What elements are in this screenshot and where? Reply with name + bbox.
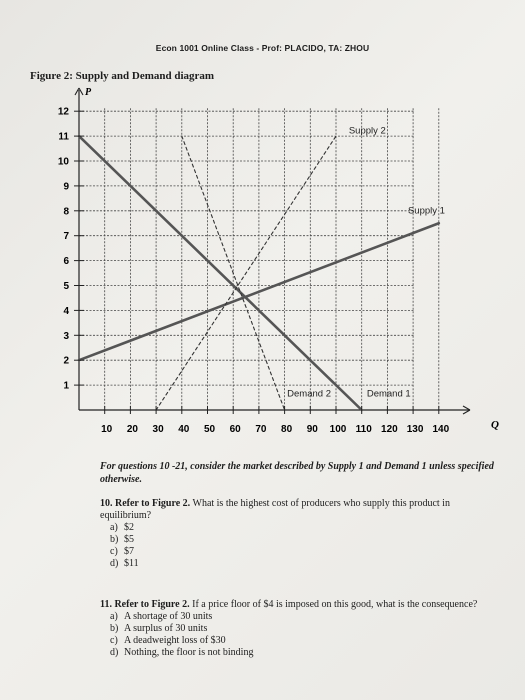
x-tick-label: 50: [203, 424, 216, 435]
chart-grid: [79, 108, 439, 410]
y-tick-label: 11: [58, 131, 69, 143]
x-tick-label: 10: [101, 424, 113, 435]
question-10-option-c[interactable]: [110, 546, 500, 558]
y-tick-label: 5: [63, 281, 69, 292]
option-letter: d): [110, 558, 119, 569]
x-tick-label: 130: [406, 424, 424, 435]
y-tick-label: 9: [63, 181, 69, 193]
option-text: $11: [124, 558, 139, 569]
x-tick-label: 20: [126, 424, 138, 435]
x-axis-label: Q: [491, 419, 499, 431]
question-10-number: 10. Refer to Figure 2.: [100, 498, 191, 509]
chart-ticks: [58, 107, 450, 435]
question-11-stem: [100, 599, 500, 611]
curve-label-demand-1: Demand 1: [366, 388, 411, 400]
question-11-number: 11. Refer to Figure 2.: [100, 599, 190, 610]
question-10-option-b[interactable]: [110, 534, 500, 546]
y-tick-label: 3: [63, 330, 69, 342]
question-11: [100, 599, 500, 659]
course-header: Econ 1001 Online Class - Prof: PLACIDO, TA: ZHOU: [155, 43, 370, 53]
option-text: $5: [124, 534, 134, 545]
question-10-text: What is the highest cost of producers who supply this product in equilibrium?: [100, 498, 450, 521]
option-letter: c): [110, 546, 118, 557]
y-tick-label: 10: [57, 156, 69, 168]
curve-label-supply-2: Supply 2: [348, 125, 386, 137]
question-11-option-d[interactable]: [110, 647, 500, 659]
question-11-text: If a price floor of $4 is imposed on this good, what is the consequence?: [192, 599, 478, 610]
y-tick-label: 2: [63, 355, 69, 367]
x-tick-label: 70: [255, 424, 267, 435]
chart-axes: [75, 87, 499, 431]
y-tick-label: 4: [63, 305, 69, 317]
option-letter: d): [110, 647, 119, 658]
question-11-option-c[interactable]: [110, 635, 500, 647]
x-tick-label: 40: [178, 424, 190, 435]
question-10: [100, 498, 500, 570]
option-letter: a): [110, 611, 118, 622]
question-11-option-b[interactable]: [110, 623, 500, 635]
x-tick-label: 120: [381, 424, 398, 435]
option-text: $7: [124, 546, 134, 557]
series-line-demand-1: [79, 136, 362, 410]
option-letter: b): [110, 534, 119, 545]
curve-label-demand-2: Demand 2: [287, 388, 332, 400]
x-tick-label: 30: [152, 424, 164, 435]
y-tick-label: 6: [63, 256, 69, 268]
x-tick-label: 90: [306, 424, 318, 435]
option-text: A deadweight loss of $30: [124, 635, 226, 646]
x-tick-label: 110: [355, 424, 372, 435]
option-text: A surplus of 30 units: [124, 623, 208, 634]
question-10-option-d[interactable]: [110, 558, 500, 570]
option-text: A shortage of 30 units: [124, 611, 213, 622]
curve-label-supply-1: Supply 1: [407, 205, 445, 217]
x-tick-label: 80: [281, 424, 293, 435]
y-tick-label: 8: [63, 206, 69, 218]
option-letter: c): [110, 635, 118, 646]
option-text: Nothing, the floor is not binding: [124, 647, 254, 658]
x-tick-label: 140: [432, 424, 450, 435]
y-tick-label: 12: [57, 106, 69, 118]
question-10-option-a[interactable]: [110, 522, 500, 534]
x-tick-label: 60: [229, 424, 241, 435]
questions-intro: For questions 10 -21, consider the market described by Supply 1 and Demand 1 unless specified otherwise.: [100, 461, 494, 485]
option-letter: a): [110, 522, 118, 533]
y-tick-label: 1: [63, 380, 69, 392]
question-11-option-a[interactable]: [110, 611, 500, 623]
chart-labels: [287, 126, 445, 400]
x-tick-label: 100: [329, 424, 347, 435]
question-10-stem: [100, 498, 500, 522]
option-letter: b): [110, 623, 119, 634]
y-axis-label: P: [85, 87, 92, 98]
option-text: $2: [124, 522, 134, 533]
figure-title: Figure 2: Supply and Demand diagram: [30, 70, 215, 82]
y-tick-label: 7: [63, 231, 69, 243]
